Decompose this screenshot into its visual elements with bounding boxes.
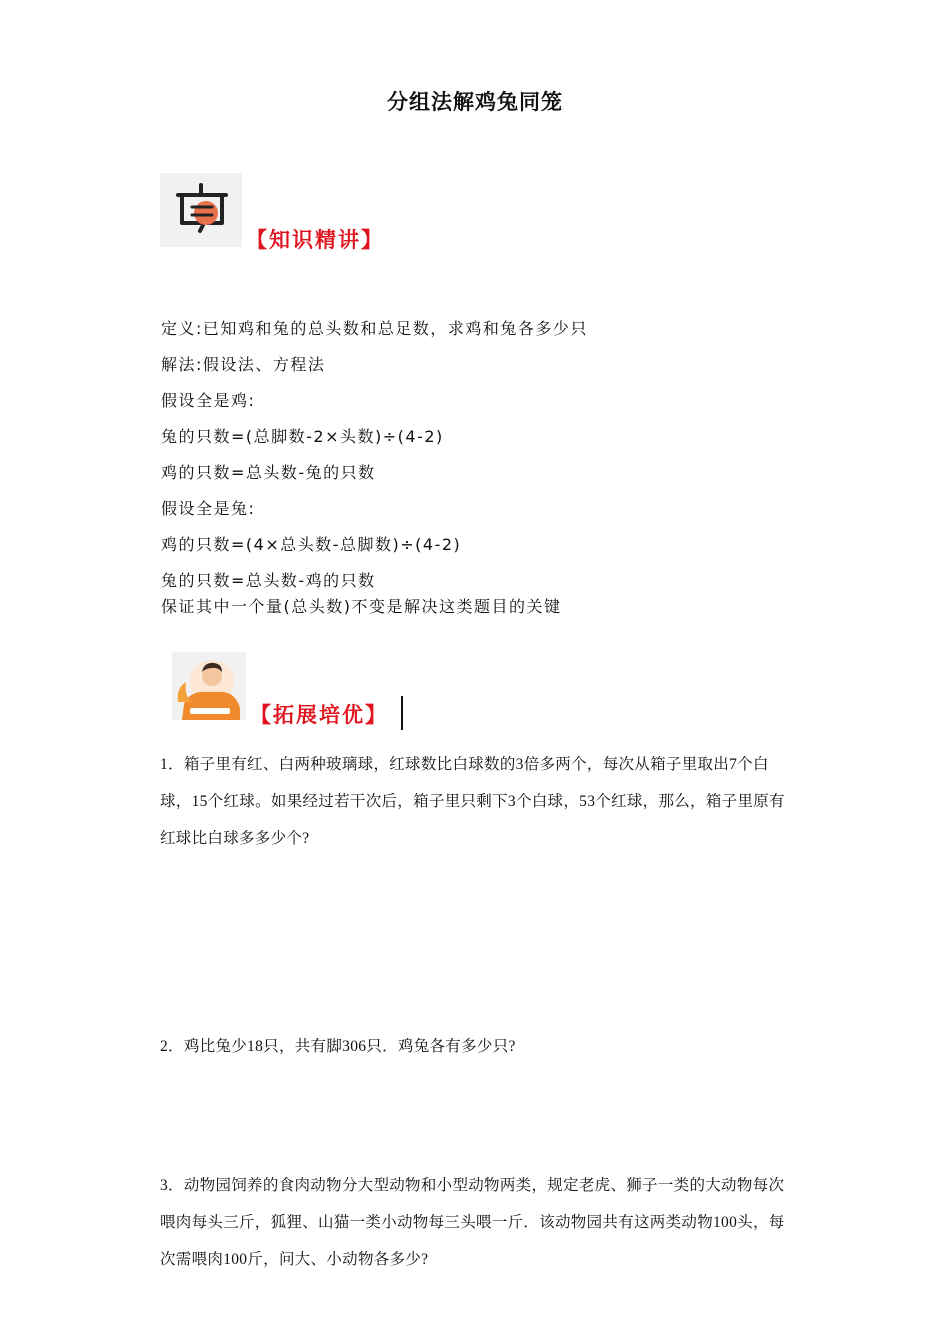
knowledge-content xyxy=(161,318,588,632)
rabbit-count-line: 兔的只数=总头数-鸡的只数 xyxy=(161,571,376,590)
assume-rabbit-line: 假设全是兔: xyxy=(161,499,256,518)
text-cursor xyxy=(401,696,403,730)
extension-section-label: 【拓展培优】 xyxy=(250,703,388,727)
rabbit-formula-line: 兔的只数=(总脚数-2×头数)÷(4-2) xyxy=(161,427,444,446)
definition-line: 定义:已知鸡和兔的总头数和总足数，求鸡和兔各多少只 xyxy=(161,319,588,338)
page-title: 分组法解鸡兔同笼 xyxy=(387,90,563,114)
chicken-formula-line: 鸡的只数=(4×总头数-总脚数)÷(4-2) xyxy=(161,535,462,554)
knowledge-section-label: 【知识精讲】 xyxy=(246,228,384,252)
assume-chicken-line: 假设全是鸡: xyxy=(161,391,256,410)
problem-2: 2．鸡比兔少18只，共有脚306只．鸡兔各有多少只? xyxy=(160,1038,516,1055)
presentation-board-icon xyxy=(160,173,242,247)
problem-1: 1．箱子里有红、白两种玻璃球，红球数比白球数的3倍多两个，每次从箱子里取出7个白球，15个红球。如果经过若干次后，箱子里只剩下3个白球，53个红球，那么，箱子里原有红球比白球多多少个? xyxy=(160,756,785,847)
method-line: 解法:假设法、方程法 xyxy=(161,355,326,374)
teacher-avatar-icon xyxy=(172,652,246,720)
problem-3: 3．动物园饲养的食肉动物分大型动物和小型动物两类，规定老虎、狮子一类的大动物每次喂肉每头三斤，狐狸、山猫一类小动物每三头喂一斤．该动物园共有这两类动物100头，每次需喂肉100斤，问大、小动物各多少? xyxy=(160,1177,785,1268)
chicken-count-line: 鸡的只数=总头数-兔的只数 xyxy=(161,463,376,482)
key-point-line: 保证其中一个量(总头数)不变是解决这类题目的关键 xyxy=(161,597,562,616)
